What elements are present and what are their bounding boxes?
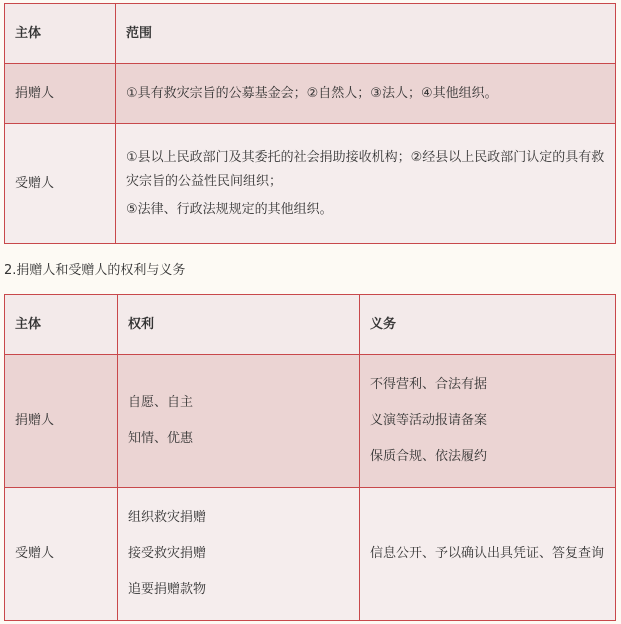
section-title: 2.捐赠人和受赠人的权利与义务 (4, 263, 186, 278)
table-row (5, 124, 616, 244)
rights-cell (118, 488, 360, 621)
rights-item: 组织救灾捐赠 (128, 510, 207, 525)
subject-cell: 受赠人 (5, 124, 116, 244)
subject-cell: 捐赠人 (5, 64, 116, 124)
duties-cell (360, 355, 616, 488)
rights-item: 接受救灾捐赠 (128, 546, 207, 561)
header-duties: 义务 (360, 295, 616, 355)
scope-cell (116, 64, 616, 124)
duties-cell (360, 488, 616, 621)
subject-cell: 捐赠人 (5, 355, 118, 488)
rights-item: 知情、优惠 (128, 431, 194, 446)
header-rights: 权利 (118, 295, 360, 355)
table-row (5, 64, 616, 124)
scope-text: ⑤法律、行政法规规定的其他组织。 (126, 201, 333, 217)
rights-duties-table (4, 294, 616, 621)
table-header-row (5, 4, 616, 64)
rights-item: 自愿、自主 (128, 395, 194, 410)
header-subject: 主体 (5, 4, 116, 64)
scope-text: ①具有救灾宗旨的公募基金会；②自然人；③法人；④其他组织。 (126, 85, 498, 101)
duties-item: 保质合规、依法履约 (370, 449, 488, 464)
header-subject: 主体 (5, 295, 118, 355)
duties-item: 义演等活动报请备案 (370, 413, 488, 428)
table-header-row (5, 295, 616, 355)
header-scope: 范围 (116, 4, 616, 64)
duties-item: 不得营利、合法有据 (370, 377, 488, 392)
scope-cell (116, 124, 616, 244)
rights-cell (118, 355, 360, 488)
table-row (5, 488, 616, 621)
table-row (5, 355, 616, 488)
subject-cell: 受赠人 (5, 488, 118, 621)
rights-item: 追要捐赠款物 (128, 582, 207, 597)
scope-table (4, 3, 616, 244)
duties-item: 信息公开、予以确认出具凭证、答复查询 (370, 546, 605, 561)
scope-text: ①县以上民政部门及其委托的社会捐助接收机构；②经县以上民政部门认定的具有救灾宗旨的公益性民间组织； (126, 149, 605, 189)
